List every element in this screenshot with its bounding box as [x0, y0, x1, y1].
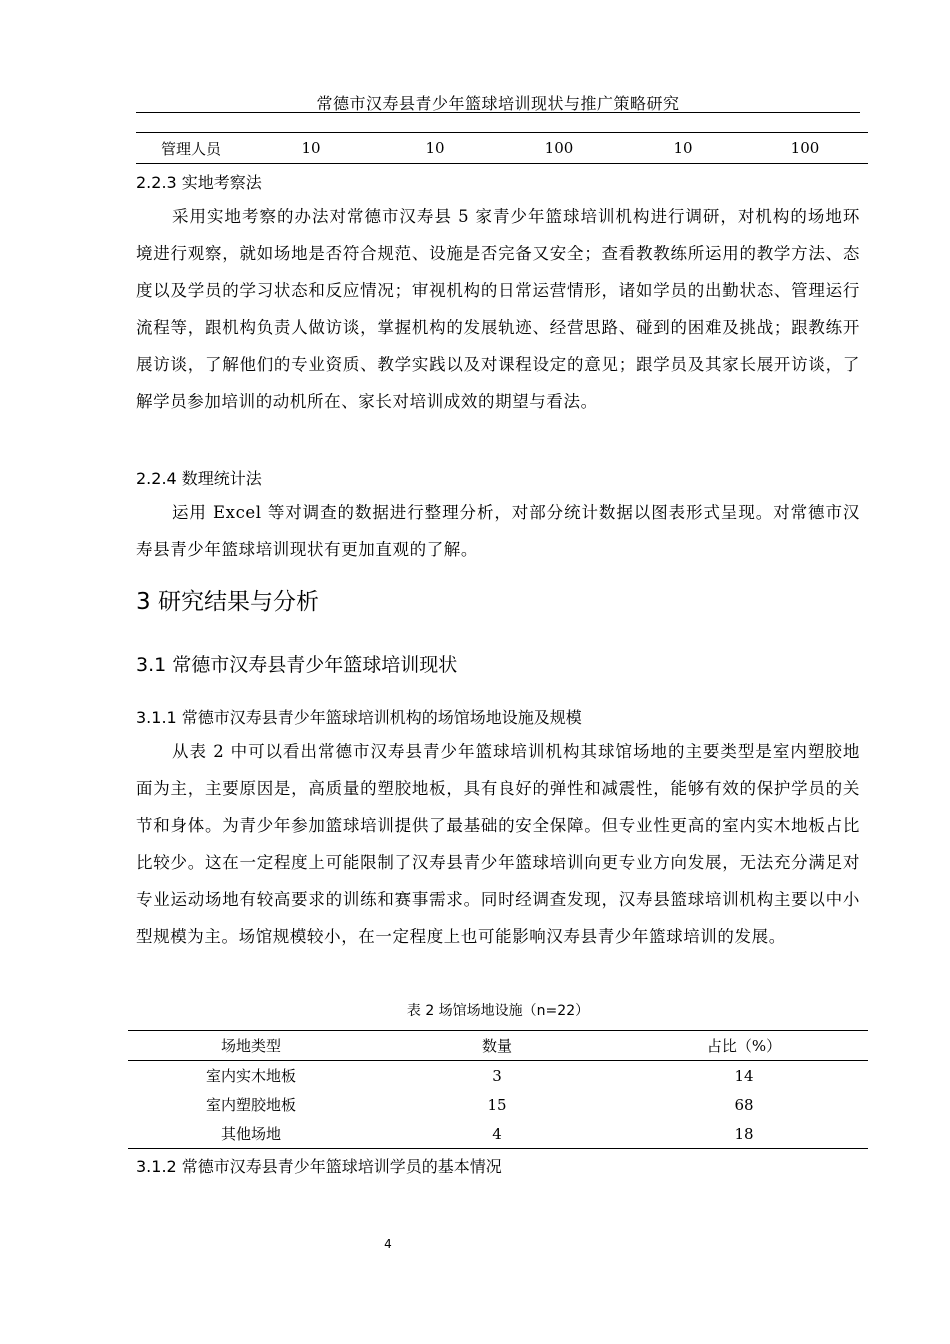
table-cell: 100: [790, 139, 820, 157]
paragraph-2-2-3: 采用实地考察的办法对常德市汉寿县 5 家青少年篮球培训机构进行调研，对机构的场地环境进行观察，就如场地是否符合规范、设施是否完备又安全；查看教教练所运用的教学方法、态度以及学员的学习状态和反应情况；审视机构的日常运营情形，诸如学员的出勤状态、管理运行流程等，跟机构负责人做访谈，掌握机构的发展轨迹、经营思路、碰到的困难及挑战；跟教练开展访谈，了解他们的专业资质、教学实践以及对课程设定的意见；跟学员及其家长展开访谈，了解学员参加培训的动机所在、家长对培训成效的期望与看法。: [136, 207, 860, 411]
table-cell: 室内塑胶地板: [205, 1096, 296, 1114]
table-cell: 10: [425, 139, 445, 157]
table-row: [128, 1090, 868, 1119]
table2: [128, 1030, 868, 1149]
section-heading-3: 3 研究结果与分析: [136, 589, 319, 615]
table-header-cell: 占比（%）: [706, 1037, 782, 1055]
table-header-cell: 数量: [481, 1037, 512, 1055]
table1-tail: [136, 132, 868, 164]
table-cell: 14: [734, 1066, 754, 1085]
section-heading-3-1-2: 3.1.2 常德市汉寿县青少年篮球培训学员的基本情况: [136, 1157, 502, 1176]
section-heading-2-2-4: 2.2.4 数理统计法: [136, 469, 262, 488]
table-cell: 10: [301, 139, 321, 157]
section-heading-3-1: 3.1 常德市汉寿县青少年篮球培训现状: [136, 654, 458, 676]
page-number: 4: [384, 1237, 392, 1251]
table-header-cell: 场地类型: [220, 1037, 281, 1055]
section-heading-3-1-1: 3.1.1 常德市汉寿县青少年篮球培训机构的场馆场地设施及规模: [136, 708, 582, 727]
table-cell: 4: [492, 1124, 502, 1143]
table-cell: 管理人员: [160, 139, 221, 158]
section-heading-2-2-3: 2.2.3 实地考察法: [136, 173, 262, 192]
table-cell: 15: [487, 1095, 507, 1114]
table-header-row: [128, 1031, 868, 1061]
table2-caption: 表 2 场馆场地设施（n=22）: [406, 1003, 590, 1019]
header-rule: [136, 112, 860, 113]
table-cell: 3: [492, 1066, 502, 1085]
table-cell: 68: [734, 1095, 754, 1114]
table-cell: 18: [734, 1124, 754, 1143]
table-cell: 室内实木地板: [205, 1067, 296, 1085]
table-row: [128, 1061, 868, 1090]
table-row: [136, 133, 868, 163]
running-header-title: 常德市汉寿县青少年篮球培训现状与推广策略研究: [316, 94, 680, 113]
table-row: [128, 1119, 868, 1148]
table-cell: 10: [673, 139, 693, 157]
table-cell: 100: [544, 139, 574, 157]
paragraph-3-1-1: 从表 2 中可以看出常德市汉寿县青少年篮球培训机构其球馆场地的主要类型是室内塑胶地面为主，主要原因是，高质量的塑胶地板，具有良好的弹性和减震性，能够有效的保护学员的关节和身体。为青少年参加篮球培训提供了最基础的安全保障。但专业性更高的室内实木地板占比比较少。这在一定程度上可能限制了汉寿县青少年篮球培训向更专业方向发展，无法充分满足对专业运动场地有较高要求的训练和赛事需求。同时经调查发现，汉寿县篮球培训机构主要以中小型规模为主。场馆规模较小，在一定程度上也可能影响汉寿县青少年篮球培训的发展。: [136, 742, 860, 946]
table-cell: 其他场地: [220, 1125, 281, 1143]
paragraph-2-2-4: 运用 Excel 等对调查的数据进行整理分析，对部分统计数据以图表形式呈现。对常德市汉寿县青少年篮球培训现状有更加直观的了解。: [136, 503, 860, 559]
